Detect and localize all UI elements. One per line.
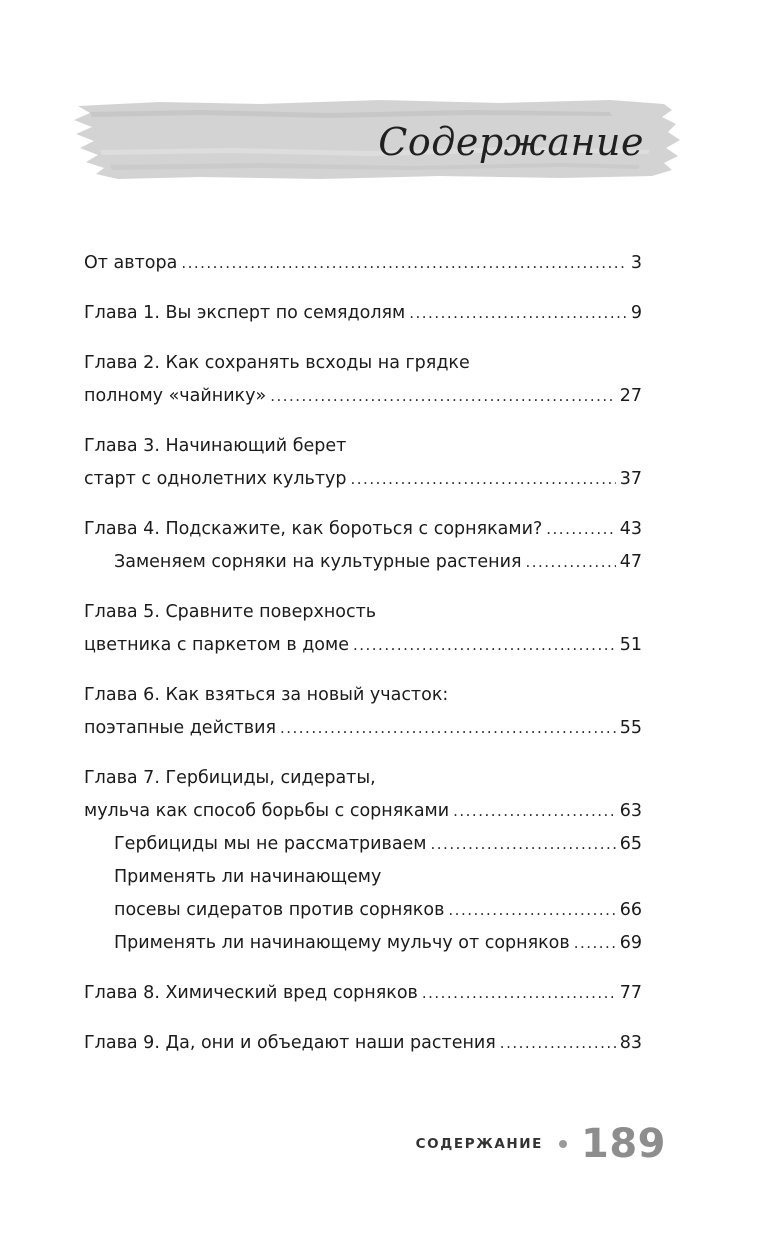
toc-page-number: 55 <box>619 718 642 738</box>
toc-page-number: 9 <box>630 303 642 323</box>
toc-entry-title: Гербициды мы не рассматриваем <box>114 834 427 854</box>
toc-line <box>84 463 642 496</box>
toc-line <box>84 430 642 463</box>
toc-page-number: 69 <box>619 933 642 953</box>
toc-entry-title: мульча как способ борьбы с сорняками <box>84 801 450 821</box>
bullet-separator <box>559 1140 567 1148</box>
dot-leader <box>353 629 616 662</box>
toc-subsection-line <box>84 927 642 960</box>
page-footer <box>416 1120 666 1168</box>
toc-entry <box>84 762 642 960</box>
page-title: Содержание <box>378 120 644 164</box>
toc-entry-title: Глава 4. Подскажите, как бороться с сорняками? <box>84 519 543 539</box>
toc-line <box>84 795 642 828</box>
dot-leader <box>525 546 615 579</box>
toc-line <box>84 977 642 1010</box>
dot-leader <box>181 247 627 280</box>
dot-leader <box>448 894 615 927</box>
dot-leader <box>422 977 616 1010</box>
toc-subsection-line <box>84 828 642 861</box>
toc-entry-title: Глава 7. Гербициды, сидераты, <box>84 768 376 788</box>
toc-entry <box>84 977 642 1010</box>
toc-subsection-line <box>84 894 642 927</box>
toc-line <box>84 629 642 662</box>
toc-line <box>84 513 642 546</box>
toc-entry-title: полному «чайнику» <box>84 386 267 406</box>
toc-entry <box>84 596 642 662</box>
dot-leader <box>409 297 627 330</box>
toc-line <box>84 380 642 413</box>
toc-entry <box>84 430 642 496</box>
toc-entry-title: поэтапные действия <box>84 718 276 738</box>
toc-entry-title: Глава 2. Как сохранять всходы на грядке <box>84 353 470 373</box>
toc-entry-title: Заменяем сорняки на культурные растения <box>114 552 522 572</box>
toc-entry-title: От автора <box>84 253 178 273</box>
toc-entry-title: Применять ли начинающему <box>114 867 382 887</box>
dot-leader <box>280 712 616 745</box>
toc-page-number: 37 <box>619 469 642 489</box>
dot-leader <box>500 1027 616 1060</box>
toc-page-number: 83 <box>619 1033 642 1053</box>
toc-line <box>84 679 642 712</box>
toc-entry-title: Глава 6. Как взяться за новый участок: <box>84 685 449 705</box>
toc-page-number: 51 <box>619 635 642 655</box>
brush-stroke-banner <box>0 0 768 220</box>
toc-line <box>84 712 642 745</box>
toc-line <box>84 1027 642 1060</box>
toc-entry <box>84 679 642 745</box>
dot-leader <box>431 828 616 861</box>
toc-page-number: 65 <box>619 834 642 854</box>
table-of-contents <box>84 247 642 1060</box>
page-number: 189 <box>581 1121 666 1167</box>
toc-subsection-line <box>84 861 642 894</box>
toc-line <box>84 762 642 795</box>
toc-entry-title: Глава 9. Да, они и объедают наши растения <box>84 1033 496 1053</box>
toc-entry-title: цветника с паркетом в доме <box>84 635 349 655</box>
running-head: СОДЕРЖАНИЕ <box>415 1136 543 1152</box>
dot-leader <box>270 380 616 413</box>
toc-line <box>84 297 642 330</box>
dot-leader <box>546 513 615 546</box>
toc-entry <box>84 347 642 413</box>
toc-page-number: 77 <box>619 983 642 1003</box>
toc-page-number: 47 <box>619 552 642 572</box>
toc-page-number: 63 <box>619 801 642 821</box>
toc-subsection-line <box>84 546 642 579</box>
toc-entry-title: посевы сидератов против сорняков <box>114 900 445 920</box>
toc-entry-title: Глава 5. Сравните поверхность <box>84 602 377 622</box>
dot-leader <box>351 463 616 496</box>
chapter-header <box>0 0 768 220</box>
toc-entry <box>84 247 642 280</box>
toc-line <box>84 247 642 280</box>
toc-entry <box>84 1027 642 1060</box>
toc-page-number: 27 <box>619 386 642 406</box>
toc-entry-title: Глава 8. Химический вред сорняков <box>84 983 418 1003</box>
toc-line <box>84 347 642 380</box>
toc-page-number: 3 <box>630 253 642 273</box>
toc-page-number: 66 <box>619 900 642 920</box>
toc-entry-title: Применять ли начинающему мульчу от сорняков <box>114 933 570 953</box>
toc-entry-title: старт с однолетних культур <box>84 469 347 489</box>
toc-entry-title: Глава 1. Вы эксперт по семядолям <box>84 303 406 323</box>
dot-leader <box>574 927 616 960</box>
toc-line <box>84 596 642 629</box>
dot-leader <box>453 795 616 828</box>
toc-entry <box>84 297 642 330</box>
toc-page-number: 43 <box>619 519 642 539</box>
toc-entry <box>84 513 642 579</box>
toc-entry-title: Глава 3. Начинающий берет <box>84 436 347 456</box>
